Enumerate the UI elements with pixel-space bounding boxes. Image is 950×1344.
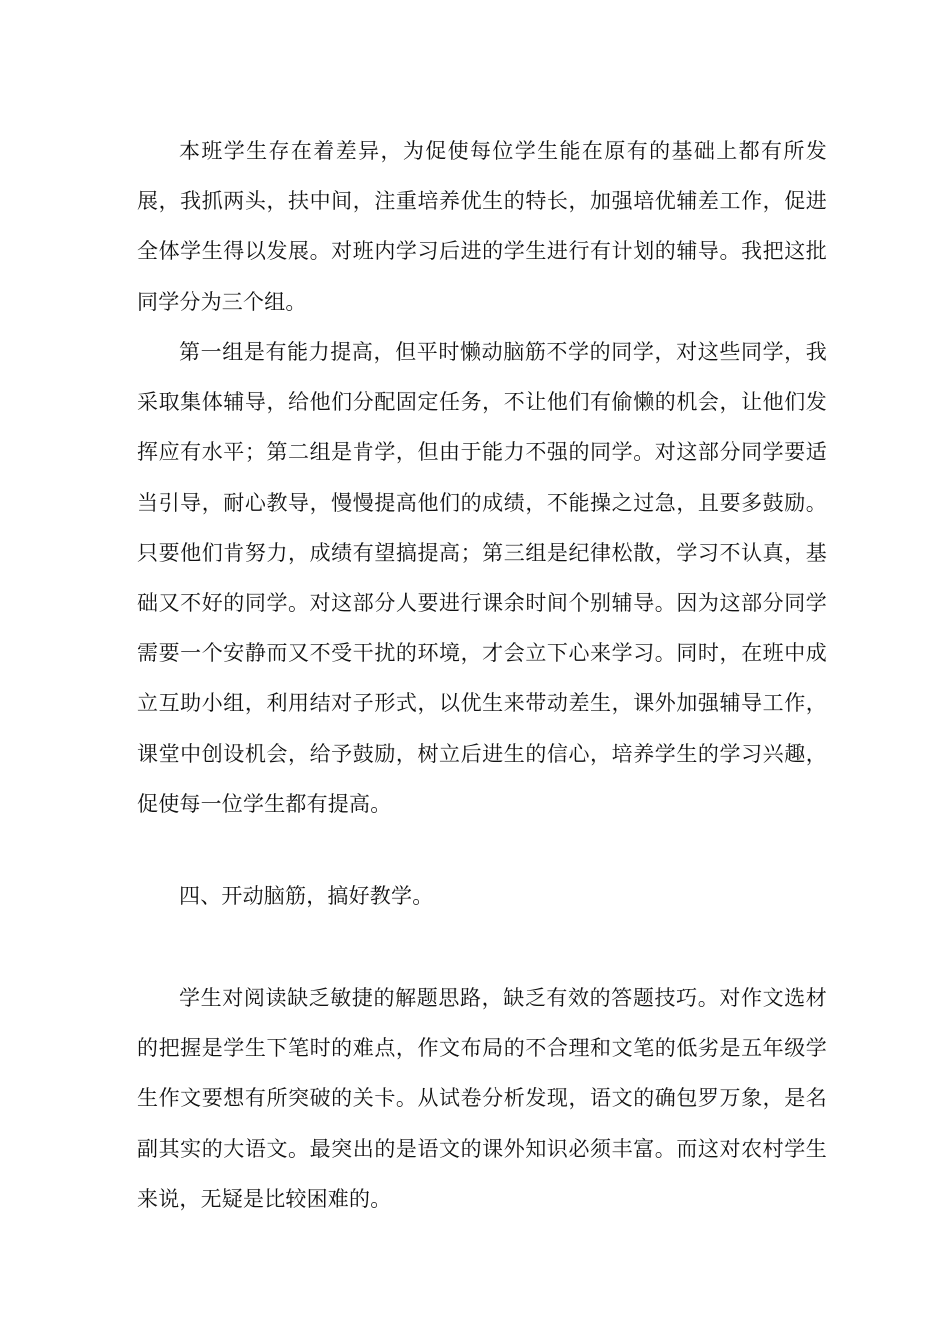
paragraph-grouping-students: 本班学生存在着差异，为促使每位学生能在原有的基础上都有所发展，我抓两头，扶中间，注重培养优生的特长，加强培优辅差工作，促进全体学生得以发展。对班内学习后进的学生进行有计划的辅导。我把这批同学分为三个组。	[137, 139, 827, 314]
paragraph-reading-writing: 学生对阅读缺乏敏捷的解题思路，缺乏有效的答题技巧。对作文选材的把握是学生下笔时的难点，作文布局的不合理和文笔的低劣是五年级学生作文要想有所突破的关卡。从试卷分析发现，语文的确包罗万象，是名副其实的大语文。最突出的是语文的课外知识必须丰富。而这对农村学生来说，无疑是比较困难的。	[137, 986, 827, 1211]
paragraph-group-descriptions: 第一组是有能力提高，但平时懒动脑筋不学的同学，对这些同学，我采取集体辅导，给他们分配固定任务，不让他们有偷懒的机会，让他们发挥应有水平；第二组是肯学，但由于能力不强的同学。对这部分同学要适当引导，耐心教导，慢慢提高他们的成绩，不能操之过急，且要多鼓励。只要他们肯努力，成绩有望搞提高；第三组是纪律松散，学习不认真，基础又不好的同学。对这部分人要进行课余时间个别辅导。因为这部分同学需要一个安静而又不受干扰的环境，才会立下心来学习。同时，在班中成立互助小组，利用结对子形式，以优生来带动差生，课外加强辅导工作，课堂中创设机会，给予鼓励，树立后进生的信心，培养学生的学习兴趣，促使每一位学生都有提高。	[137, 340, 827, 816]
section-heading: 四、开动脑筋，搞好教学。	[179, 884, 434, 908]
